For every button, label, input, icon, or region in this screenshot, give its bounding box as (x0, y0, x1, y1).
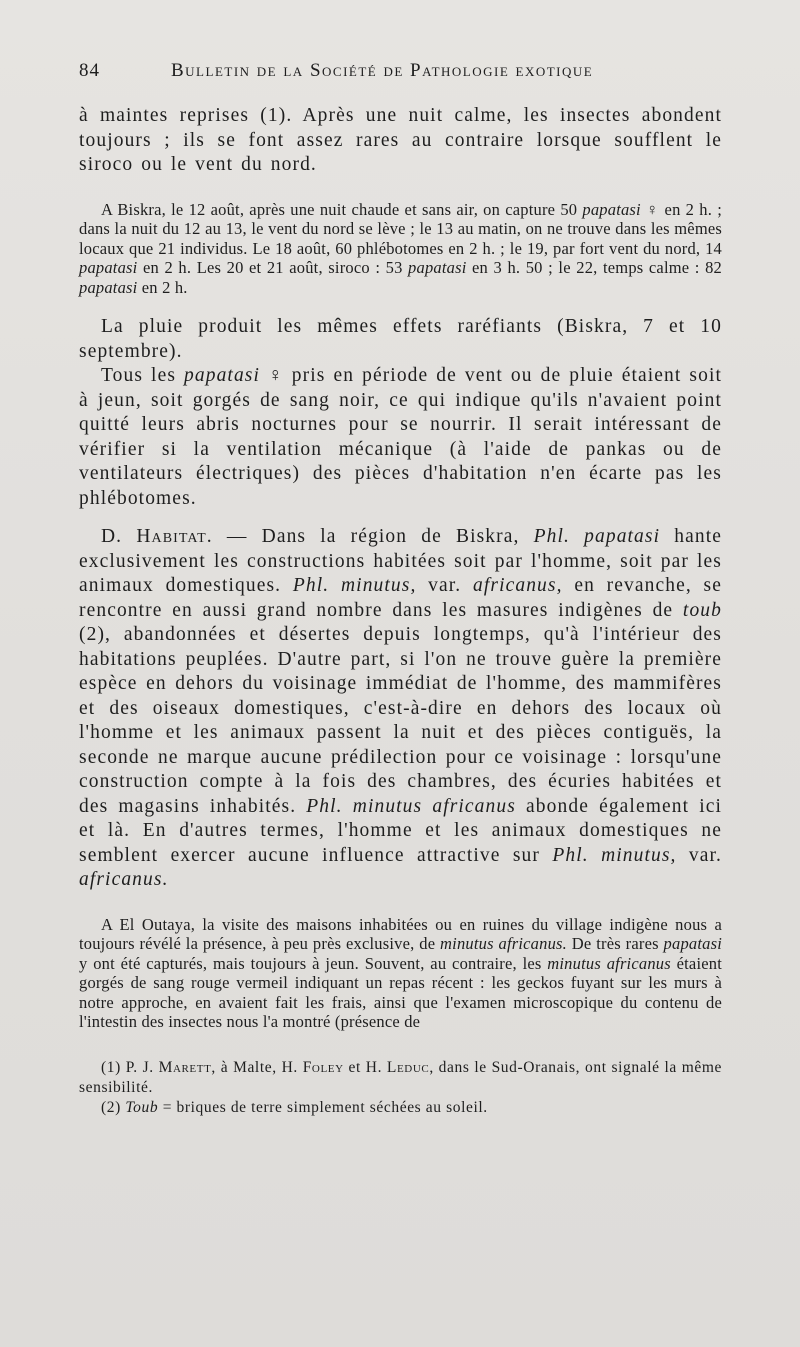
paragraph-6 (79, 915, 722, 1032)
text-run: y ont été capturés, mais toujours à jeun. Souvent, au contraire, les (79, 953, 548, 973)
text-run: ♀ pris en période de vent ou de pluie étaient soit à jeun, soit gorgés de sang noir, ce qui indique qu'ils n'avaient point quitté leurs abris nocturnes pour se nourrir. Il serait intéressant de vérifier si la ventilation mécanique (à l'aide de pankas ou de ventilateurs électriques) des pièces d'habitation n'en écarte pas les phlébotomes. (79, 365, 722, 509)
section-heading: Habitat. (136, 526, 213, 547)
text-run: var. (416, 575, 474, 596)
paragraph-4 (79, 364, 722, 511)
species-name: africanus, (473, 575, 563, 596)
footnotes (79, 1058, 722, 1118)
text-run: (1) P. J. (101, 1058, 159, 1076)
text-run: A El Outaya, la visite des maisons inhabitées ou en ruines du village indigène nous a toujours révélé la présence, à peu près exclusive, de (79, 914, 722, 953)
text-run: en revanche, se rencontre en aussi grand nombre dans les masures indigènes de (79, 575, 722, 621)
term: toub (682, 599, 722, 621)
species-name: Phl. minutus, (552, 844, 677, 866)
species-name: minutus africanus. (440, 934, 567, 953)
text-run: , à Malte, H. (211, 1058, 303, 1076)
text-run: étaient gorgés de sang rouge vermeil indiquant un repas récent : les geckos fuyant sur les murs à notre approche, en avaient fait les frais, ainsi que l'examen microscopique du contenu de l'intestin des insectes nous l'a montré (présence de (79, 953, 722, 1031)
journal-title: Bulletin de la Société de Pathologie exotique (171, 60, 594, 81)
species-name: Phl. minutus africanus (306, 795, 516, 817)
text-run: en 2 h. (137, 277, 188, 297)
footnote-2 (79, 1098, 722, 1118)
term: Toub (125, 1098, 159, 1116)
section-letter: D. (101, 526, 137, 547)
paragraph-5-habitat (79, 525, 722, 893)
text-run: , dans le Sud-Oranais, ont signalé la même sensibilité. (79, 1058, 722, 1096)
species-name: minutus africanus (547, 953, 671, 973)
text-run: A Biskra, le 12 août, après une nuit chaude et sans air, on capture 50 (101, 199, 583, 219)
text-run: Tous les (101, 365, 185, 386)
author-name: Leduc (386, 1058, 430, 1076)
paragraph-1: à maintes reprises (1). Après une nuit calme, les insectes abondent toujours ; ils se font assez rares au contraire lorsque soufflent le siroco ou le vent du nord. (79, 105, 722, 175)
species-name: africanus. (79, 869, 169, 890)
species-name: Phl. minutus, (292, 575, 417, 596)
text-run: hante exclusivement les constructions habitées soit par l'homme, soit par les animaux domestiques. (79, 526, 723, 596)
paragraph-2 (79, 200, 722, 298)
species-name: Phl. papatasi (533, 526, 661, 547)
text-run: (2) (101, 1098, 126, 1116)
article-body (79, 104, 722, 1118)
footnote-1 (79, 1058, 722, 1098)
species-name: papatasi (582, 199, 641, 219)
author-name: Foley (302, 1058, 344, 1076)
text-run: = briques de terre simplement séchées au soleil. (158, 1098, 488, 1116)
text-run: en 3 h. 50 ; le 22, temps calme : 82 (466, 258, 723, 277)
text-run: et H. (343, 1058, 387, 1076)
species-name: papatasi (79, 258, 138, 277)
text-run: — Dans la région de Biskra, (212, 526, 534, 547)
paragraph-3: La pluie produit les mêmes effets raréfiants (Biskra, 7 et 10 septembre). (79, 316, 722, 362)
text-run: var. (676, 844, 722, 866)
page-number: 84 (79, 60, 100, 81)
species-name: papatasi (79, 277, 138, 297)
species-name: papatasi (408, 258, 467, 277)
text-run: De très rares (566, 934, 664, 953)
author-name: Marett (158, 1058, 212, 1076)
text-run: en 2 h. Les 20 et 21 août, siroco : 53 (137, 258, 409, 277)
text-run: abonde également ici et là. En d'autres termes, l'homme et les animaux domestiques ne semblent exercer aucune influence attractive sur (79, 795, 722, 866)
species-name: papatasi (663, 934, 722, 953)
text-run: (2), abandonnées et désertes depuis longtemps, qu'à l'intérieur des habitations peuplées. D'autre part, si l'on ne trouve guère la première espèce en dehors du voisinage immédiat de l'homme, des mammifères et des oiseaux domestiques, c'est-à-dire en dehors des locaux où l'homme et les animaux passent la nuit et des pièces contiguës, la seconde ne marque aucune prédilection pour ce voisinage : lorsqu'une construction compte à la fois des chambres, des écuries habitées et des magasins inhabités. (79, 624, 722, 817)
text-run: ♀ en 2 h. ; dans la nuit du 12 au 13, le vent du nord se lève ; le 13 au matin, on ne trouve dans les mêmes locaux que 21 individus. Le 18 août, 60 phlébotomes en 2 h. ; le 19, par fort vent du nord, 14 (79, 199, 722, 258)
species-name: papatasi (184, 365, 261, 386)
